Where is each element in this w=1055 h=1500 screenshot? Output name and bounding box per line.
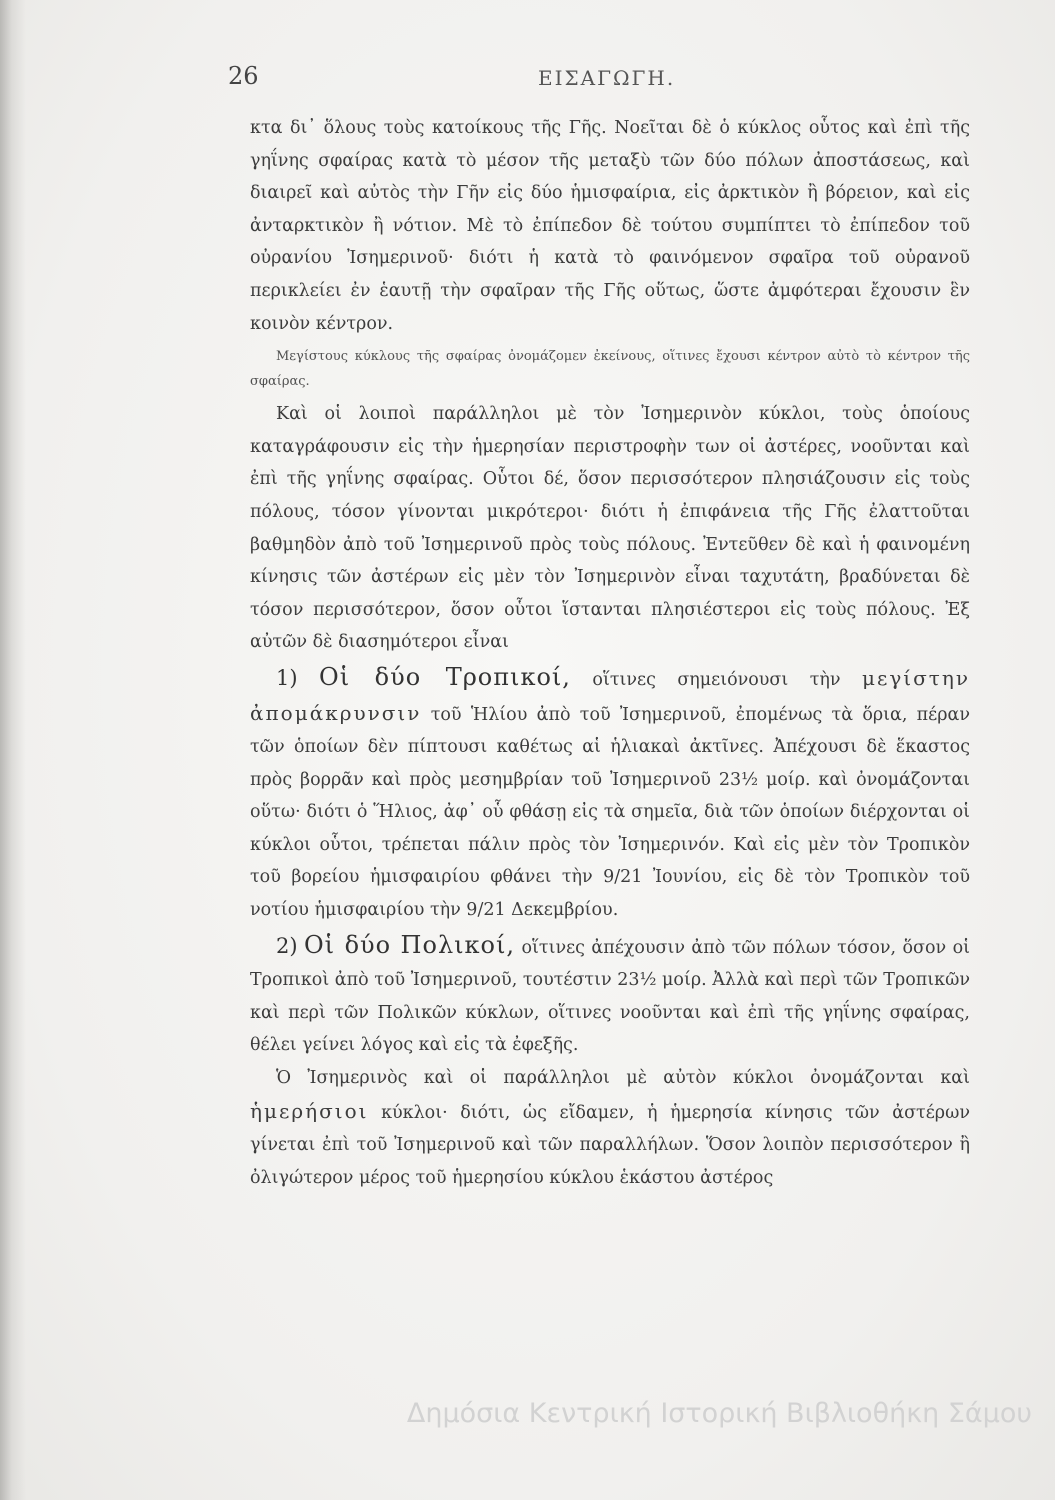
term-tropics: Οἱ δύο Τροπικοί, [319,662,571,691]
list-item-text: οἵτινες σημειόνουσι τὴν [592,669,841,690]
running-head: ΕΙΣΑΓΩΓΗ. [538,66,676,90]
page-header [228,62,828,92]
list-item-text: οἵτινες ἀπέχουσιν ἀπὸ τῶν πόλων τόσον, ὅσον οἱ Τροπικοὶ ἀπὸ τοῦ Ἰσημερινοῦ, τουτέστιν 23½ μοίρ. Ἀλλὰ καὶ περὶ τῶν Τροπικῶν καὶ περὶ τῶν Πολικῶν κύκλων, οἵτινες νοοῦνται καὶ ἐπὶ τῆς γηΐνης σφαίρας, θέλει γείνει λόγος καὶ εἰς τὰ ἐφεξῆς. [250,937,970,1056]
binding-shadow [0,0,26,1500]
list-item-polar [250,929,970,1062]
library-watermark: Δημόσια Κεντρική Ιστορική Βιβλιοθήκη Σάμου [406,1398,1032,1429]
footnote-definition: Μεγίστους κύκλους τῆς σφαίρας ὀνομάζομεν ἐκείνους, οἵτινες ἔχουσι κέντρον αὐτὸ τὸ κέντρον τῆς σφαίρας. [250,349,970,390]
page-body [250,112,970,1194]
page-number: 26 [228,62,259,90]
paragraph-3 [250,1062,970,1194]
paragraph-1: κτα δι᾽ ὅλους τοὺς κατοίκους τῆς Γῆς. Νοεῖται δὲ ὁ κύκλος οὗτος καὶ ἐπὶ τῆς γηΐνης σφαίρας κατὰ τὸ μέσον τῆς μεταξὺ τῶν δύο πόλων ἀποστάσεως, καὶ διαιρεῖ καὶ αὐτὸς τὴν Γῆν εἰς δύο ἡμισφαίρια, εἰς ἀρκτικὸν ἢ βόρειον, καὶ εἰς ἀνταρκτικὸν ἢ νότιον. Μὲ τὸ ἐπίπεδον δὲ τούτου συμπίπτει τὸ ἐπίπεδον τοῦ οὐρανίου Ἰσημερινοῦ· διότι ἡ κατὰ τὸ φαινόμενον σφαῖρα τοῦ οὐρανοῦ περικλείει ἐν ἑαυτῇ τὴν σφαῖραν τῆς Γῆς οὕτως, ὥστε ἀμφότεραι ἔχουσιν ἓν κοινὸν κέντρον. [250,118,970,334]
list-number: 1) [276,665,298,690]
list-number: 2) [276,933,298,958]
emphasis-max-distance: μεγίστην ἀπομάκρυνσιν [250,665,970,725]
emphasis-daily: ἡμερήσιοι [250,1098,369,1123]
paragraph-2: Καὶ οἱ λοιποὶ παράλληλοι μὲ τὸν Ἰσημερινὸν κύκλοι, τοὺς ὁποίους καταγράφουσιν εἰς τὴν ἡμερησίαν περιστροφὴν των οἱ ἀστέρες, νοοῦνται καὶ ἐπὶ τῆς γηΐνης σφαίρας. Οὗτοι δέ, ὅσον περισσότερον πλησιάζουσιν εἰς τοὺς πόλους, τόσον γίνονται μικρότεροι· διότι ἡ ἐπιφάνεια τῆς Γῆς ἐλαττοῦται βαθμηδὸν ἀπὸ τοῦ Ἰσημερινοῦ πρὸς τοὺς πόλους. Ἐντεῦθεν δὲ καὶ ἡ φαινομένη κίνησις τῶν ἀστέρων εἰς μὲν τὸν Ἰσημερινὸν εἶναι ταχυτάτη, βραδύνεται δὲ τόσον περισσότερον, ὅσον οὗτοι ἵστανται πλησιέστεροι εἰς τοὺς πόλους. Ἐξ αὐτῶν δὲ διασημότεροι εἶναι [250,404,970,653]
paragraph-text: Ὁ Ἰσημερινὸς καὶ οἱ παράλληλοι μὲ αὐτὸν κύκλοι ὀνομάζονται καὶ [276,1068,970,1089]
list-item-text: τοῦ Ἡλίου ἀπὸ τοῦ Ἰσημερινοῦ, ἐπομένως τὰ ὅρια, πέραν τῶν ὁποίων δὲν πίπτουσι καθέτως αἱ ἡλιακαὶ ἀκτῖνες. Ἀπέχουσι δὲ ἕκαστος πρὸς βορρᾶν καὶ πρὸς μεσημβρίαν τοῦ Ἰσημερινοῦ 23½ μοίρ. καὶ ὀνομάζονται οὕτω· διότι ὁ Ἥλιος, ἀφ᾽ οὗ φθάσῃ εἰς τὰ σημεῖα, διὰ τῶν ὁποίων διέρχονται οἱ κύκλοι οὗτοι, τρέπεται πάλιν πρὸς τὸν Ἰσημερινόν. Καὶ εἰς μὲν τὸν Τροπικὸν τοῦ βορείου ἡμισφαιρίου φθάνει τὴν 9/21 Ἰουνίου, εἰς δὲ τὸν Τροπικὸν τοῦ νοτίου ἡμισφαιρίου τὴν 9/21 Δεκεμβρίου. [250,704,970,921]
term-polar: Οἱ δύο Πολικοί, [304,930,516,959]
paragraph-text: κύκλοι· διότι, ὡς εἴδαμεν, ἡ ἡμερησία κίνησις τῶν ἀστέρων γίνεται ἐπὶ τοῦ Ἰσημερινοῦ καὶ τῶν παραλλήλων. Ὅσον λοιπὸν περισσότερον ἢ ὀλιγώτερον μέρος τοῦ ἡμερησίου κύκλου ἑκάστου ἀστέρος [250,1102,970,1188]
list-item-tropics [250,661,970,927]
